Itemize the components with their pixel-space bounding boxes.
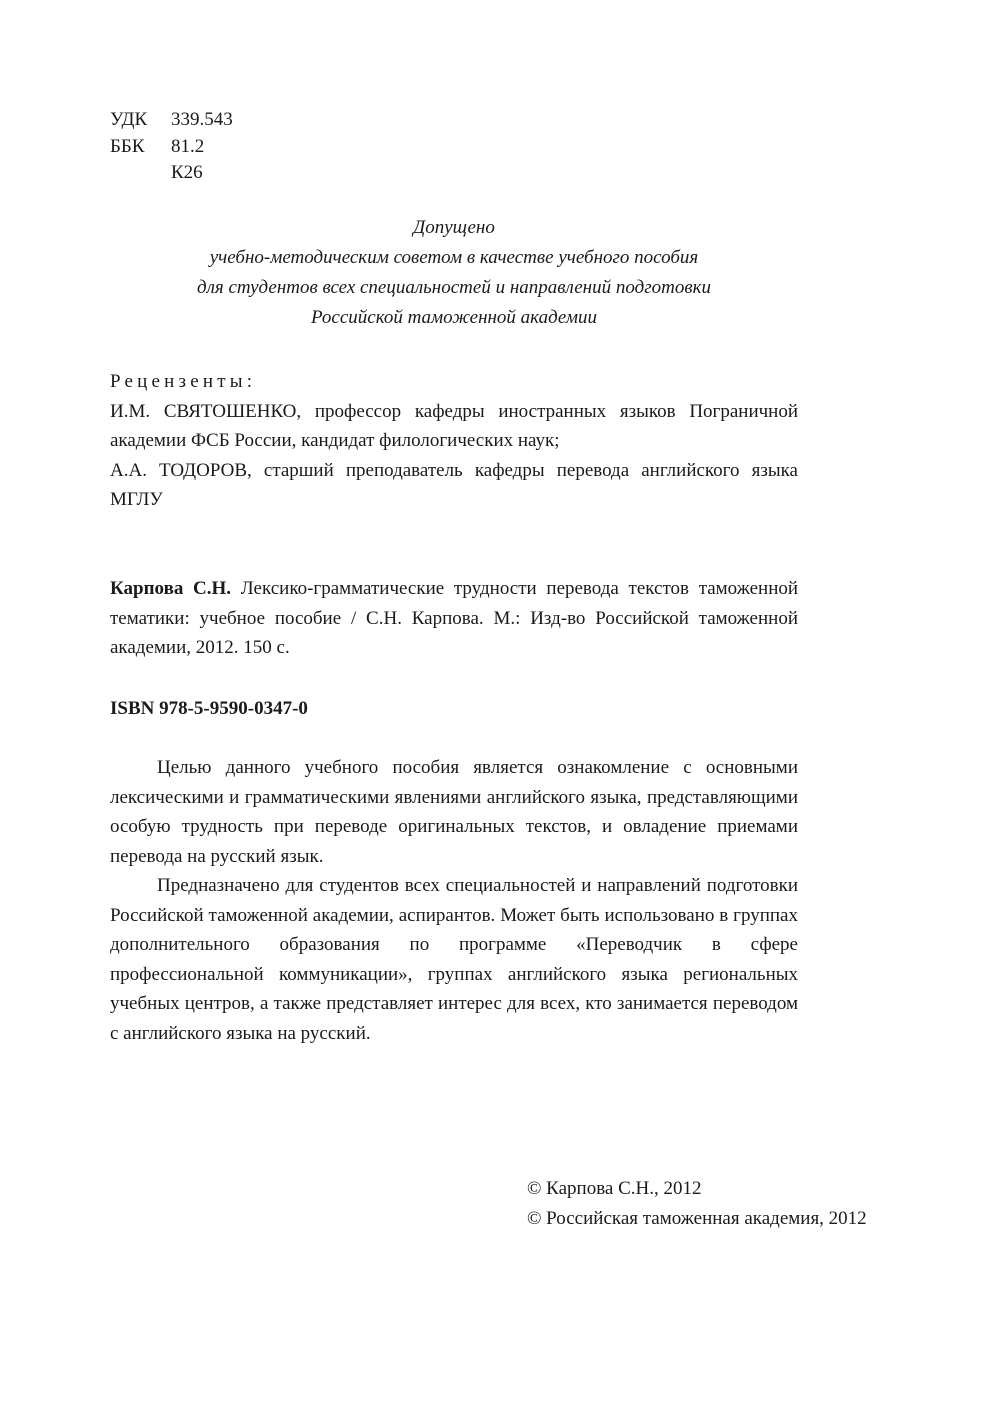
catalog-codes xyxy=(110,107,798,187)
reviewers-section xyxy=(110,367,798,515)
bibliography-author: Карпова С.Н. xyxy=(110,578,232,599)
approval-line: Допущено xyxy=(413,217,495,238)
approval-stamp xyxy=(110,213,798,333)
approval-line: учебно-методическим советом в качестве учебного пособия xyxy=(209,247,699,268)
isbn: ISBN 978-5-9590-0347-0 xyxy=(110,698,308,719)
bibliographic-record xyxy=(110,574,798,663)
reviewers-heading: Рецензенты: xyxy=(110,371,257,392)
abstract xyxy=(110,753,798,1048)
copyright-notice xyxy=(527,1174,947,1234)
author-mark: К26 xyxy=(171,162,203,183)
udk-label: УДК xyxy=(110,109,148,130)
reviewer-entry: И.М. СВЯТОШЕНКО, профессор кафедры иностранных языков Пограничной академии ФСБ России, кандидат филологических наук; xyxy=(110,400,798,451)
reviewer-entry: А.А. ТОДОРОВ, старший преподаватель кафедры перевода английского языка МГЛУ xyxy=(110,459,798,510)
udk-value: 339.543 xyxy=(171,109,233,130)
approval-line: для студентов всех специальностей и направлений подготовки xyxy=(197,277,711,298)
bbk-row xyxy=(110,134,798,161)
copyright-line: © Карпова С.Н., 2012 xyxy=(527,1178,702,1199)
abstract-paragraph: Предназначено для студентов всех специальностей и направлений подготовки Российской таможенной академии, аспирантов. Может быть использовано в группах дополнительного образования по программе «Переводчик в сфере профессиональной коммуникации», группах английского языка региональных учебных центров, а также представляет интерес для всех, кто занимается переводом с английского языка на русский. xyxy=(110,875,798,1044)
udk-row xyxy=(110,107,798,134)
abstract-paragraph: Целью данного учебного пособия является ознакомление с основными лексическими и грамматическими явлениями английского языка, представляющими особую трудность при переводе оригинальных текстов, и овладение приемами перевода на русский язык. xyxy=(110,757,798,867)
copyright-line: © Российская таможенная академия, 2012 xyxy=(527,1208,867,1229)
author-mark-row xyxy=(110,160,798,187)
bbk-value: 81.2 xyxy=(171,135,205,157)
bbk-label: ББК xyxy=(110,135,145,157)
bibliography-text: Лексико-грамматические трудности перевода текстов таможенной тематики: учебное пособие / С.Н. Карпова. М.: Изд-во Российской таможенной академии, 2012. 150 с. xyxy=(110,578,799,658)
approval-line: Российской таможенной академии xyxy=(310,307,598,328)
